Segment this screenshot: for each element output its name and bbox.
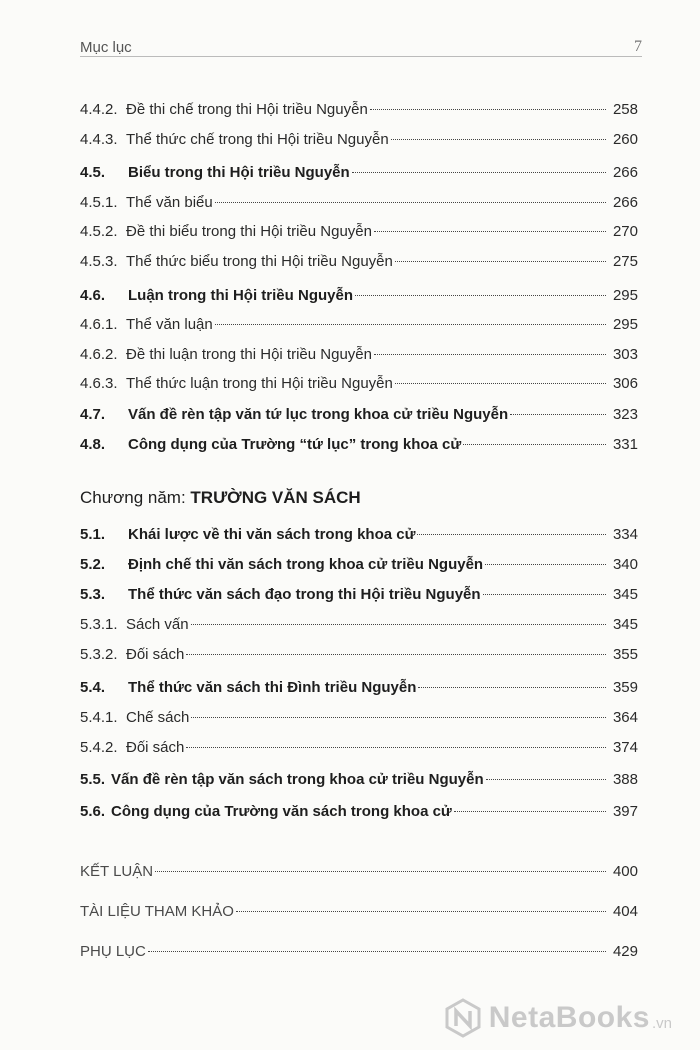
toc-entry-title: Luận trong thi Hội triều Nguyễn: [128, 287, 353, 304]
toc-entry-page: 323: [612, 406, 638, 423]
toc-entry-title: Thể văn luận: [126, 316, 213, 333]
dot-leader: [418, 687, 606, 688]
toc-entry-title: Định chế thi văn sách trong khoa cử triều Nguyễn: [128, 556, 484, 573]
toc-entry-number: 5.4.1.: [80, 709, 118, 726]
toc-entry-page: 429: [612, 943, 638, 960]
dot-leader: [485, 564, 606, 565]
toc-entry-page: 400: [612, 863, 638, 880]
toc-entry-number: 4.5.: [80, 164, 106, 181]
toc-entry: [80, 435, 638, 455]
toc-entry-page: 266: [612, 164, 638, 181]
chapter-prefix: Chương năm:: [80, 488, 191, 507]
toc-entry-title: Đối sách: [126, 646, 185, 663]
toc-entry: [80, 345, 638, 365]
toc-entry-title: Khái lược về thi văn sách trong khoa cử: [128, 526, 416, 543]
toc-entry-page: 258: [612, 101, 638, 118]
header-title: Mục lục: [80, 39, 132, 56]
toc-entry-title: Thể thức chế trong thi Hội triều Nguyễn: [126, 131, 389, 148]
toc-entry: [80, 100, 638, 120]
watermark-tld: .vn: [651, 1015, 672, 1032]
dot-leader: [454, 811, 606, 812]
toc-entry: [80, 862, 638, 882]
toc-entry-page: 364: [612, 709, 638, 726]
toc-entry-number: 4.4.3.: [80, 131, 118, 148]
toc-entry-page: 374: [612, 739, 638, 756]
chapter-title: TRƯỜNG VĂN SÁCH: [190, 488, 361, 507]
toc-entry-title: Thể thức biểu trong thi Hội triều Nguyễn: [126, 253, 393, 270]
toc-entry-title: Vấn đề rèn tập văn sách trong khoa cử triều Nguyễn: [111, 771, 484, 788]
toc-entry-number: 5.3.1.: [80, 616, 118, 633]
dot-leader: [395, 261, 606, 262]
toc-entry-page: 340: [612, 556, 638, 573]
toc-entry: [80, 315, 638, 335]
toc-entry-title: Đề thi chế trong thi Hội triều Nguyễn: [126, 101, 368, 118]
toc-entry: [80, 555, 638, 575]
toc-entry-title: PHỤ LỤC: [80, 943, 146, 960]
toc-entry-page: 404: [612, 903, 638, 920]
toc-entry: [80, 678, 638, 698]
dot-leader: [186, 654, 606, 655]
toc-entry-page: 397: [612, 803, 638, 820]
toc-entry-number: 5.1.: [80, 526, 106, 543]
watermark: [443, 998, 672, 1038]
toc-entry-page: 359: [612, 679, 638, 696]
toc-entry-page: 306: [612, 375, 638, 392]
toc-entry-number: 4.7.: [80, 406, 106, 423]
toc-entry-title: Thể thức văn sách đạo trong thi Hội triều Nguyễn: [128, 586, 481, 603]
toc-entry: [80, 708, 638, 728]
dot-leader: [374, 354, 606, 355]
toc-entry-number: 4.6.: [80, 287, 106, 304]
watermark-brand: NetaBooks: [488, 1001, 650, 1034]
toc-entry-number: 4.5.1.: [80, 194, 118, 211]
toc-entry: [80, 252, 638, 272]
dot-leader: [374, 231, 606, 232]
toc-entry-title: TÀI LIỆU THAM KHẢO: [80, 903, 234, 920]
toc-entry-number: 4.6.3.: [80, 375, 118, 392]
toc-entry-title: Biểu trong thi Hội triều Nguyễn: [128, 164, 350, 181]
dot-leader: [215, 324, 606, 325]
toc-entry: [80, 525, 638, 545]
toc-entry: [80, 130, 638, 150]
dot-leader: [463, 444, 606, 445]
toc-entry-number: 4.6.1.: [80, 316, 118, 333]
dot-leader: [191, 624, 606, 625]
dot-leader: [236, 911, 606, 912]
toc-entry-page: 266: [612, 194, 638, 211]
toc-entry-title: Công dụng của Trường văn sách trong khoa cử: [111, 803, 452, 820]
dot-leader: [370, 109, 606, 110]
toc-entry: [80, 942, 638, 962]
toc-entry: [80, 374, 638, 394]
toc-entry-number: 5.2.: [80, 556, 106, 573]
header-page-number: 7: [634, 38, 642, 55]
chapter-heading: [80, 488, 361, 508]
toc-entry-number: 5.3.2.: [80, 646, 118, 663]
netabooks-logo-icon: [443, 998, 483, 1038]
dot-leader: [483, 594, 606, 595]
toc-entry-page: 331: [612, 436, 638, 453]
toc-entry: [80, 645, 638, 665]
toc-entry-page: 388: [612, 771, 638, 788]
toc-entry-page: 334: [612, 526, 638, 543]
toc-entry-number: 5.4.2.: [80, 739, 118, 756]
toc-entry-title: Thể thức luận trong thi Hội triều Nguyễn: [126, 375, 393, 392]
toc-entry-number: 5.3.: [80, 586, 106, 603]
toc-entry-title: Đề thi luận trong thi Hội triều Nguyễn: [126, 346, 372, 363]
toc-entry-title: Vấn đề rèn tập văn tứ lục trong khoa cử triều Nguyễn: [128, 406, 509, 423]
toc-entry: [80, 163, 638, 183]
toc-entry-title: KẾT LUẬN: [80, 863, 154, 880]
toc-entry-title: Chế sách: [126, 709, 190, 726]
dot-leader: [486, 779, 606, 780]
dot-leader: [391, 139, 606, 140]
toc-entry: [80, 802, 638, 822]
toc-entry: [80, 770, 638, 790]
toc-entry-number: 4.8.: [80, 436, 106, 453]
toc-entry: [80, 615, 638, 635]
toc-entry-page: 260: [612, 131, 638, 148]
running-header: [80, 34, 642, 57]
toc-entry-page: 303: [612, 346, 638, 363]
toc-entry-number: 5.6.: [80, 803, 106, 820]
toc-entry-title: Thể thức văn sách thi Đình triều Nguyễn: [128, 679, 417, 696]
toc-entry-title: Sách vấn: [126, 616, 189, 633]
dot-leader: [191, 717, 606, 718]
toc-entry-title: Đối sách: [126, 739, 185, 756]
toc-entry-number: 4.5.2.: [80, 223, 118, 240]
dot-leader: [215, 202, 606, 203]
dot-leader: [186, 747, 606, 748]
toc-entry: [80, 405, 638, 425]
toc-entry: [80, 222, 638, 242]
toc-entry-page: 355: [612, 646, 638, 663]
toc-entry-page: 270: [612, 223, 638, 240]
toc-entry-page: 275: [612, 253, 638, 270]
toc-entry-title: Công dụng của Trường “tứ lục” trong khoa cử: [128, 436, 462, 453]
toc-entry-title: Thể văn biểu: [126, 194, 213, 211]
toc-entry-title: Đề thi biểu trong thi Hội triều Nguyễn: [126, 223, 372, 240]
toc-entry-number: 5.4.: [80, 679, 106, 696]
dot-leader: [417, 534, 606, 535]
dot-leader: [352, 172, 606, 173]
toc-entry: [80, 585, 638, 605]
toc-entry-page: 295: [612, 287, 638, 304]
toc-entry: [80, 286, 638, 306]
dot-leader: [155, 871, 606, 872]
toc-entry-page: 295: [612, 316, 638, 333]
dot-leader: [355, 295, 606, 296]
dot-leader: [148, 951, 606, 952]
toc-entry-number: 4.5.3.: [80, 253, 118, 270]
toc-entry-page: 345: [612, 586, 638, 603]
toc-entry-page: 345: [612, 616, 638, 633]
toc-entry-number: 4.6.2.: [80, 346, 118, 363]
toc-entry-number: 5.5.: [80, 771, 106, 788]
dot-leader: [510, 414, 606, 415]
dot-leader: [395, 383, 606, 384]
toc-entry: [80, 902, 638, 922]
toc-entry: [80, 193, 638, 213]
toc-entry: [80, 738, 638, 758]
toc-entry-number: 4.4.2.: [80, 101, 118, 118]
